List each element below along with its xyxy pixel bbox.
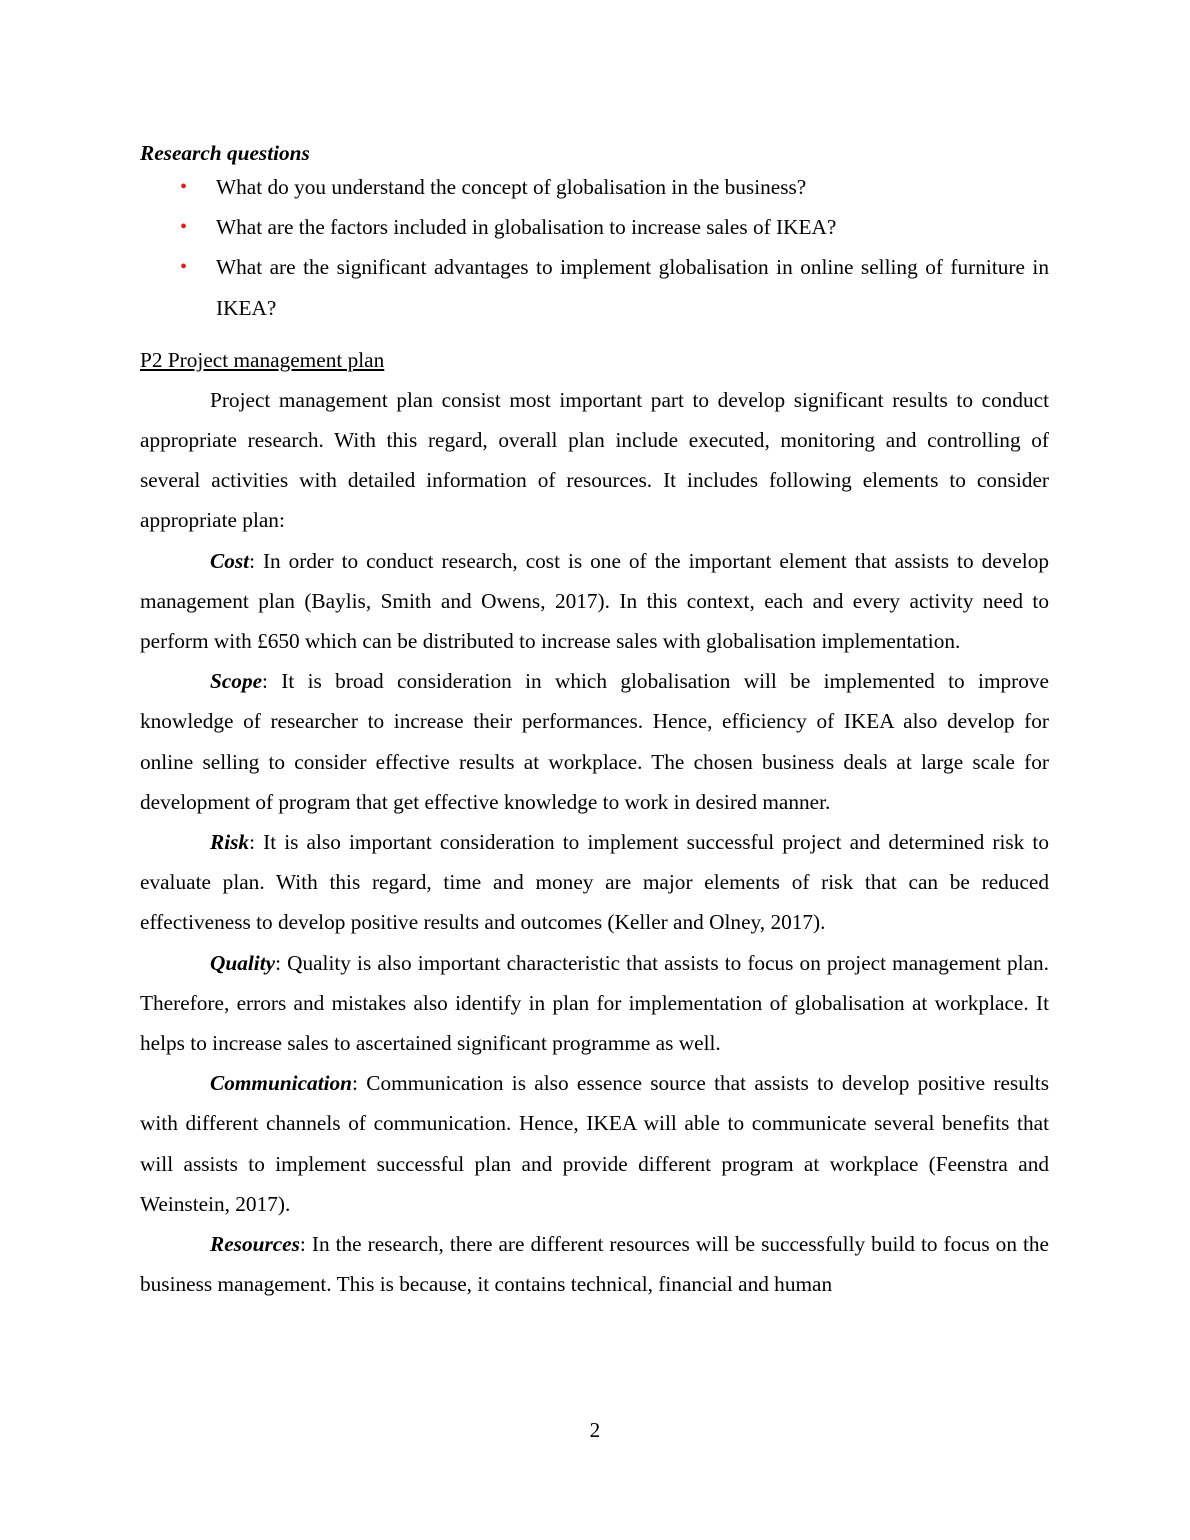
bullet-icon: • [180, 176, 188, 198]
risk-paragraph [140, 822, 1049, 943]
list-item [140, 247, 1049, 327]
section-title-text: P2 Project management plan [140, 347, 385, 372]
section-title [140, 340, 1049, 380]
bullet-icon: • [180, 216, 188, 239]
scope-text: : It is broad consideration in which globalisation will be implemented to improve knowledge of researcher to increase their performances. Hence, efficiency of IKEA also develop for online selling to consider effective results at workplace. The chosen business deals at large scale for development of program that get effective knowledge to work in desired manner. [140, 669, 1049, 814]
resources-text: : In the research, there are different resources will be successfully build to focus on the business management. This is because, it contains technical, financial and human [140, 1232, 1049, 1297]
resources-term: Resources [210, 1232, 300, 1257]
research-question-text: What are the factors included in globalisation to increase sales of IKEA? [216, 215, 837, 240]
research-questions-heading: Research questions [140, 141, 310, 165]
quality-paragraph [140, 943, 1049, 1064]
bullet-icon: • [180, 256, 188, 279]
intro-paragraph: Project management plan consist most important part to develop significant results to conduct appropriate research. With this regard, overall plan include executed, monitoring and controlling of several activities with detailed information of resources. It includes following elements to consider appropriate plan: [140, 387, 1049, 533]
page-number: 2 [589, 1418, 601, 1442]
cost-text: : In order to conduct research, cost is one of the important element that assists to develop management plan (Baylis, Smith and Owens, 2017). In this context, each and every activity need to perform with £650 which can be distributed to increase sales with globalisation implementation. [140, 548, 1049, 654]
document-page [140, 139, 1049, 1304]
list-item [140, 207, 1049, 247]
communication-paragraph [140, 1063, 1049, 1224]
resources-paragraph [140, 1224, 1049, 1304]
scope-paragraph [140, 661, 1049, 822]
research-question-text: What are the significant advantages to implement globalisation in online selling of furniture in IKEA? [216, 255, 1049, 320]
cost-term: Cost [210, 548, 250, 573]
research-questions-list [140, 167, 1049, 328]
cost-paragraph [140, 541, 1049, 662]
risk-term: Risk [210, 830, 250, 855]
list-item [140, 167, 1049, 207]
risk-text: : It is also important consideration to implement successful project and determined risk to evaluate plan. With this regard, time and money are major elements of risk that can be reduced effectiveness to develop positive results and outcomes (Keller and Olney, 2017). [140, 830, 1049, 935]
research-question-text: What do you understand the concept of globalisation in the business? [216, 175, 807, 199]
scope-term: Scope [210, 669, 263, 694]
communication-text: : Communication is also essence source that assists to develop positive results with different channels of communication. Hence, IKEA will able to communicate several benefits that will assists to implement successful plan and provide different program at workplace (Feenstra and Weinstein, 2017). [140, 1071, 1049, 1216]
quality-term: Quality [210, 950, 276, 975]
quality-text: : Quality is also important characteristic that assists to focus on project management plan. Therefore, errors and mistakes also identify in plan for implementation of globalisation at workplace. It helps to increase sales to ascertained significant programme as well. [140, 950, 1049, 1056]
communication-term: Communication [210, 1071, 353, 1096]
